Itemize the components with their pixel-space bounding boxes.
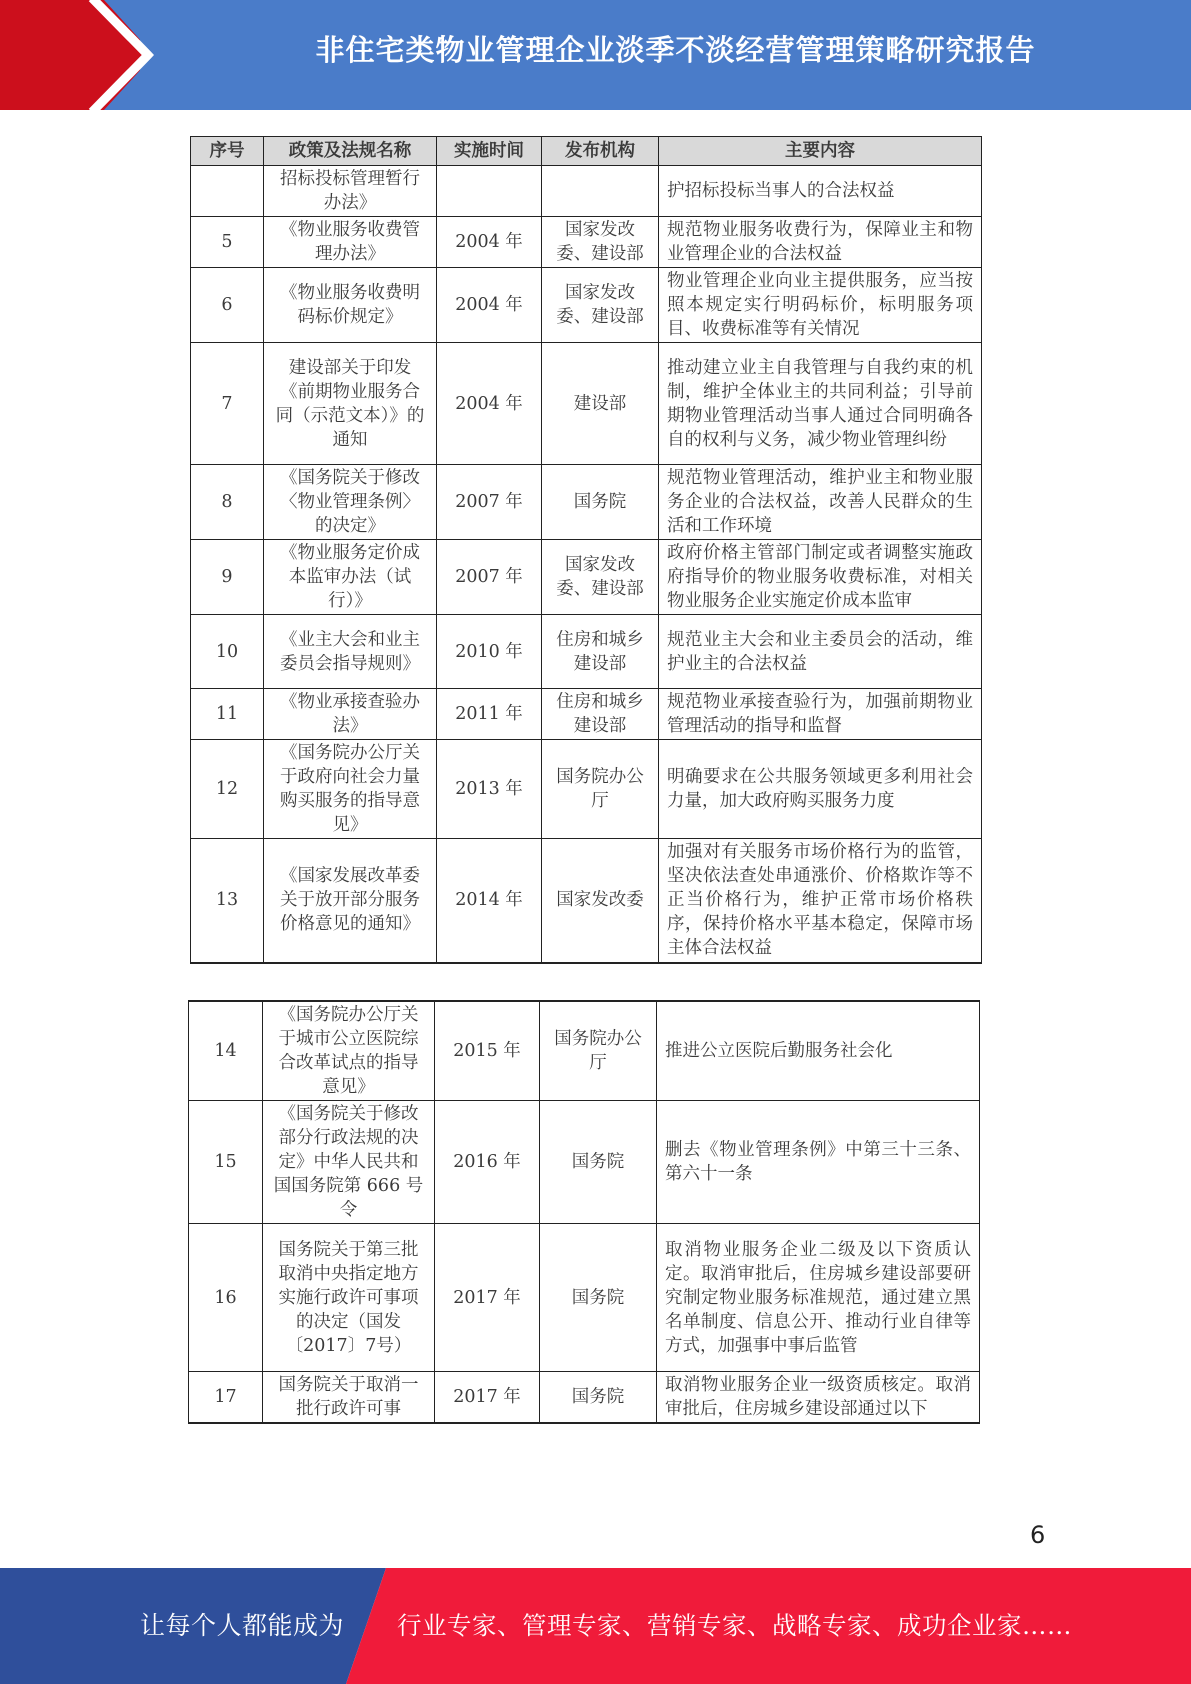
content-cell: 加强对有关服务市场价格行为的监管，坚决依法查处串通涨价、价格欺诈等不正当价格行为，维护正常市场价格秩序，保持价格水平基本稳定，保障市场主体合法权益: [659, 839, 982, 963]
table-body-part-2: [189, 1001, 980, 1423]
year-cell: 2017 年: [435, 1372, 540, 1424]
row-number-cell: 8: [191, 465, 264, 540]
content-cell: 物业管理企业向业主提供服务，应当按照本规定实行明码标价，标明服务项目、收费标准等有关情况: [659, 268, 982, 343]
row-number-cell: 5: [191, 217, 264, 268]
content-cell: 明确要求在公共服务领域更多利用社会力量，加大政府购买服务力度: [659, 740, 982, 839]
publisher-cell: [542, 166, 659, 217]
table-row: [191, 166, 982, 217]
policy-name-cell: 《物业服务定价成本监审办法（试行）》: [264, 540, 437, 615]
table-row: [191, 268, 982, 343]
publisher-cell: 国务院办公厅: [540, 1001, 657, 1101]
table-row: [191, 343, 982, 465]
policy-name-cell: 《国务院关于修改〈物业管理条例〉的决定》: [264, 465, 437, 540]
publisher-cell: 国家发改委、建设部: [542, 540, 659, 615]
table-row: [191, 465, 982, 540]
policy-name-cell: 国务院关于取消一批行政许可事: [263, 1372, 435, 1424]
header-cell-year: 实施时间: [437, 137, 542, 166]
content-cell: 规范物业服务收费行为，保障业主和物业管理企业的合法权益: [659, 217, 982, 268]
publisher-cell: 国务院办公厅: [542, 740, 659, 839]
policy-name-cell: 建设部关于印发《前期物业服务合同（示范文本）》的通知: [264, 343, 437, 465]
table-header-row: [191, 137, 982, 166]
policy-name-cell: 《国家发展改革委关于放开部分服务价格意见的通知》: [264, 839, 437, 963]
policy-name-cell: 《物业服务收费明码标价规定》: [264, 268, 437, 343]
year-cell: 2007 年: [437, 465, 542, 540]
row-number-cell: 9: [191, 540, 264, 615]
year-cell: 2010 年: [437, 615, 542, 689]
table-row: [191, 740, 982, 839]
row-number-cell: [191, 166, 264, 217]
year-cell: 2014 年: [437, 839, 542, 963]
content-cell: 规范物业承接查验行为，加强前期物业管理活动的指导和监督: [659, 689, 982, 740]
table-row: [189, 1001, 980, 1101]
content-cell: 取消物业服务企业二级及以下资质认定。取消审批后，住房城乡建设部要研究制定物业服务标准规范，通过建立黑名单制度、信息公开、推动行业自律等方式，加强事中事后监管: [657, 1224, 980, 1372]
content-cell: 规范物业管理活动，维护业主和物业服务企业的合法权益，改善人民群众的生活和工作环境: [659, 465, 982, 540]
content-cell: 护招标投标当事人的合法权益: [659, 166, 982, 217]
table-row: [191, 540, 982, 615]
header-cell-org: 发布机构: [542, 137, 659, 166]
policy-name-cell: 《国务院关于修改部分行政法规的决定》中华人民共和国国务院第 666 号令: [263, 1101, 435, 1224]
publisher-cell: 国务院: [540, 1101, 657, 1224]
row-number-cell: 13: [191, 839, 264, 963]
policy-name-cell: 《业主大会和业主委员会指导规则》: [264, 615, 437, 689]
policy-table-part-1: [190, 136, 982, 964]
year-cell: 2011 年: [437, 689, 542, 740]
header-cell-content: 主要内容: [659, 137, 982, 166]
table-row: [191, 217, 982, 268]
year-cell: 2015 年: [435, 1001, 540, 1101]
row-number-cell: 11: [191, 689, 264, 740]
footer-banner: [0, 1568, 1191, 1684]
policy-name-cell: 《物业承接查验办法》: [264, 689, 437, 740]
table-row: [191, 615, 982, 689]
publisher-cell: 建设部: [542, 343, 659, 465]
row-number-cell: 16: [189, 1224, 263, 1372]
year-cell: 2004 年: [437, 217, 542, 268]
policy-name-cell: 《物业服务收费管理办法》: [264, 217, 437, 268]
year-cell: 2004 年: [437, 343, 542, 465]
year-cell: [437, 166, 542, 217]
policy-name-cell: 招标投标管理暂行办法》: [264, 166, 437, 217]
policy-name-cell: 《国务院办公厅关于政府向社会力量购买服务的指导意见》: [264, 740, 437, 839]
year-cell: 2016 年: [435, 1101, 540, 1224]
content-cell: 推动建立业主自我管理与自我约束的机制，维护全体业主的共同利益；引导前期物业管理活动当事人通过合同明确各自的权利与义务，减少物业管理纠纷: [659, 343, 982, 465]
content-cell: 推进公立医院后勤服务社会化: [657, 1001, 980, 1101]
publisher-cell: 国家发改委、建设部: [542, 268, 659, 343]
header-cell-number: 序号: [191, 137, 264, 166]
publisher-cell: 国家发改委: [542, 839, 659, 963]
report-title: 非住宅类物业管理企业淡季不淡经营管理策略研究报告: [315, 33, 1036, 67]
row-number-cell: 17: [189, 1372, 263, 1424]
table-body-part-1: [191, 166, 982, 963]
year-cell: 2013 年: [437, 740, 542, 839]
policy-table-part-2: [188, 1000, 980, 1424]
year-cell: 2004 年: [437, 268, 542, 343]
content-cell: 规范业主大会和业主委员会的活动，维护业主的合法权益: [659, 615, 982, 689]
publisher-cell: 国务院: [540, 1372, 657, 1424]
publisher-cell: 国务院: [540, 1224, 657, 1372]
year-cell: 2007 年: [437, 540, 542, 615]
table-row: [189, 1372, 980, 1424]
table-row: [191, 689, 982, 740]
header-chevron-icon: [0, 0, 160, 110]
footer-slogan-left: 让每个人都能成为: [140, 1611, 345, 1640]
policy-name-cell: 《国务院办公厅关于城市公立医院综合改革试点的指导意见》: [263, 1001, 435, 1101]
content-cell: 删去《物业管理条例》中第三十三条、第六十一条: [657, 1101, 980, 1224]
publisher-cell: 住房和城乡建设部: [542, 689, 659, 740]
row-number-cell: 7: [191, 343, 264, 465]
table-row: [191, 839, 982, 963]
row-number-cell: 10: [191, 615, 264, 689]
row-number-cell: 15: [189, 1101, 263, 1224]
table-row: [189, 1101, 980, 1224]
publisher-cell: 国务院: [542, 465, 659, 540]
footer-slogan-right: 行业专家、管理专家、营销专家、战略专家、成功企业家……: [397, 1611, 1072, 1640]
content-cell: 政府价格主管部门制定或者调整实施政府指导价的物业服务收费标准，对相关物业服务企业实施定价成本监审: [659, 540, 982, 615]
policy-name-cell: 国务院关于第三批取消中央指定地方实施行政许可事项的决定（国发〔2017〕7号）: [263, 1224, 435, 1372]
header-banner: [0, 0, 1191, 110]
publisher-cell: 住房和城乡建设部: [542, 615, 659, 689]
publisher-cell: 国家发改委、建设部: [542, 217, 659, 268]
row-number-cell: 12: [191, 740, 264, 839]
page-number: 6: [1030, 1521, 1046, 1549]
table-row: [189, 1224, 980, 1372]
row-number-cell: 14: [189, 1001, 263, 1101]
year-cell: 2017 年: [435, 1224, 540, 1372]
content-cell: 取消物业服务企业一级资质核定。取消审批后，住房城乡建设部通过以下: [657, 1372, 980, 1424]
row-number-cell: 6: [191, 268, 264, 343]
header-cell-name: 政策及法规名称: [264, 137, 437, 166]
